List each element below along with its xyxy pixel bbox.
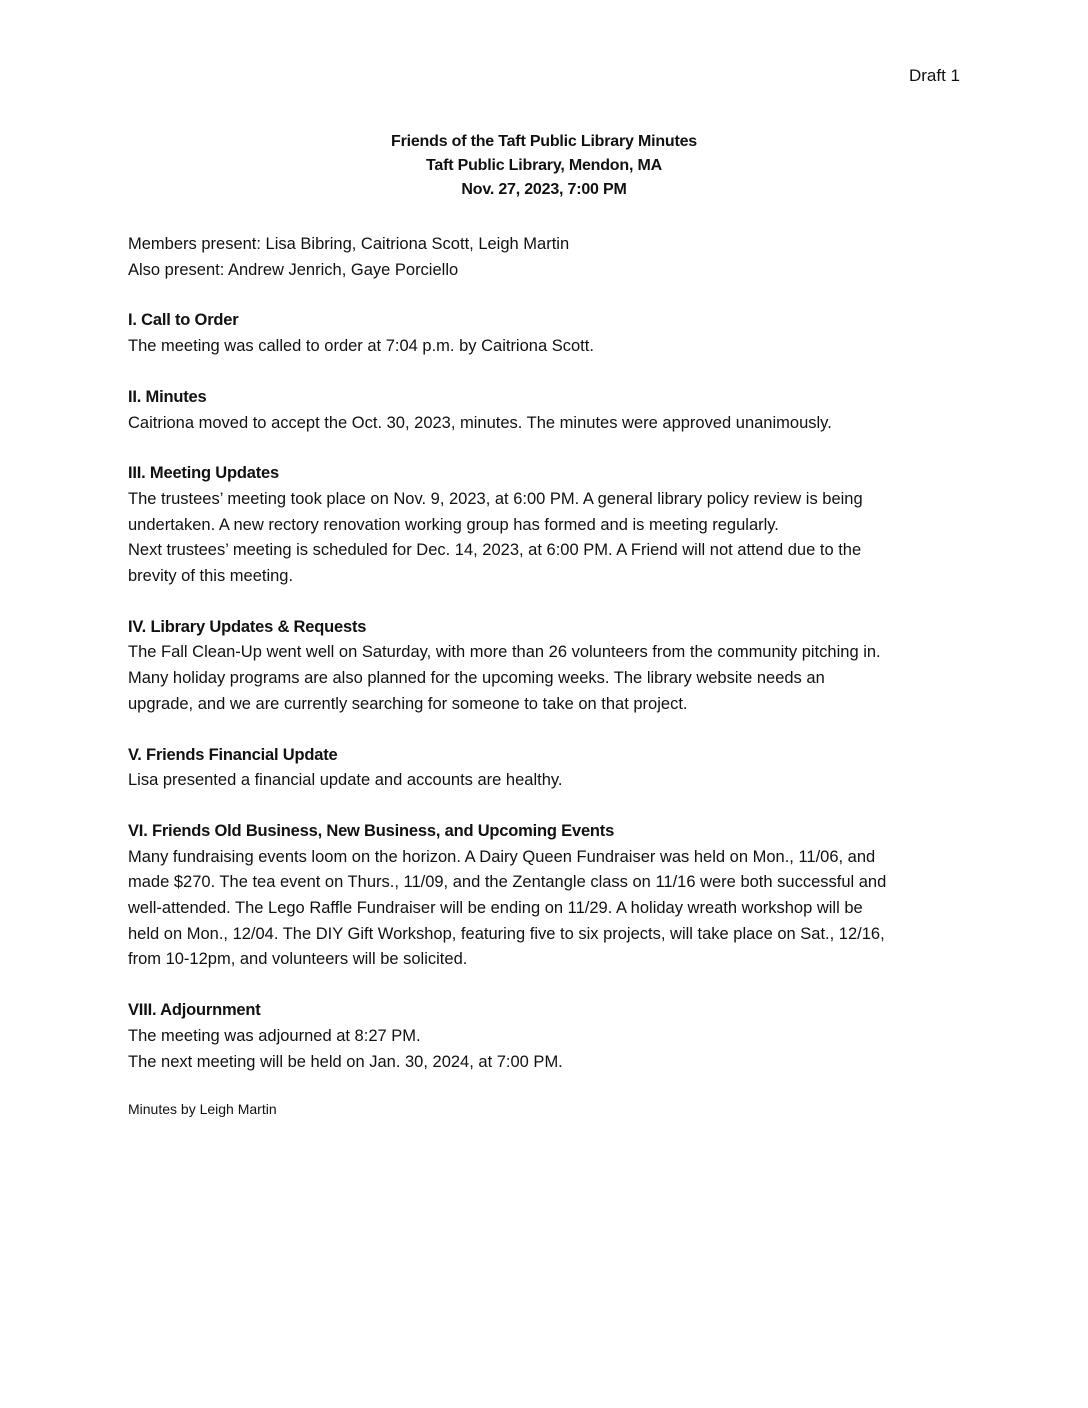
section-line: The next meeting will be held on Jan. 30, 2024, at 7:00 PM. xyxy=(128,1052,563,1071)
section-call-to-order xyxy=(128,308,968,359)
section-library-updates xyxy=(128,615,968,718)
section-line: The trustees’ meeting took place on Nov. 9, 2023, at 6:00 PM. A general library policy review is being xyxy=(128,489,863,508)
section-line: from 10-12pm, and volunteers will be solicited. xyxy=(128,950,468,969)
section-title: V. Friends Financial Update xyxy=(128,745,338,764)
members-present: Members present: Lisa Bibring, Caitriona Scott, Leigh Martin xyxy=(128,235,570,253)
section-line: upgrade, and we are currently searching for someone to take on that project. xyxy=(128,694,688,713)
section-minutes xyxy=(128,385,968,436)
section-line: Lisa presented a financial update and accounts are healthy. xyxy=(128,771,563,790)
section-financial-update xyxy=(128,743,968,794)
section-line: brevity of this meeting. xyxy=(128,567,294,586)
section-line: made $270. The tea event on Thurs., 11/09, and the Zentangle class on 11/16 were both successful and xyxy=(128,873,887,892)
document-title: Friends of the Taft Public Library Minutes xyxy=(391,133,697,150)
section-line: Many holiday programs are also planned for the upcoming weeks. The library website needs an xyxy=(128,669,825,688)
section-line: Next trustees’ meeting is scheduled for Dec. 14, 2023, at 6:00 PM. A Friend will not attend due to the xyxy=(128,541,862,560)
section-title: IV. Library Updates & Requests xyxy=(128,617,367,636)
meeting-location: Taft Public Library, Mendon, MA xyxy=(426,157,662,174)
section-title: VI. Friends Old Business, New Business, and Upcoming Events xyxy=(128,821,615,840)
section-line: The Fall Clean-Up went well on Saturday, with more than 26 volunteers from the community pitching in. xyxy=(128,643,881,662)
section-line: held on Mon., 12/04. The DIY Gift Workshop, featuring five to six projects, will take place on Sat., 12/16, xyxy=(128,924,885,943)
also-present: Also present: Andrew Jenrich, Gaye Porciello xyxy=(128,260,459,279)
section-line: The meeting was called to order at 7:04 p.m. by Caitriona Scott. xyxy=(128,337,594,356)
section-line: Caitriona moved to accept the Oct. 30, 2023, minutes. The minutes were approved unanimously. xyxy=(128,413,832,432)
section-line: The meeting was adjourned at 8:27 PM. xyxy=(128,1026,421,1045)
minutes-body xyxy=(128,232,968,1118)
meeting-date: Nov. 27, 2023, 7:00 PM xyxy=(461,181,627,198)
attendance-block xyxy=(128,232,968,283)
section-adjournment xyxy=(128,998,968,1075)
section-title: I. Call to Order xyxy=(128,311,239,330)
section-title: II. Minutes xyxy=(128,387,207,406)
minutes-author: Minutes by Leigh Martin xyxy=(128,1101,277,1118)
section-meeting-updates xyxy=(128,461,968,590)
section-line: Many fundraising events loom on the horizon. A Dairy Queen Fundraiser was held on Mon., 11/06, and xyxy=(128,847,876,866)
document-header xyxy=(0,130,1088,202)
section-title: III. Meeting Updates xyxy=(128,464,279,483)
section-title: VIII. Adjournment xyxy=(128,1001,261,1020)
section-business-events xyxy=(128,819,968,973)
section-line: well-attended. The Lego Raffle Fundraiser will be ending on 11/29. A holiday wreath workshop will be xyxy=(128,899,863,918)
draft-label: Draft 1 xyxy=(908,66,960,85)
section-line: undertaken. A new rectory renovation working group has formed and is meeting regularly. xyxy=(128,515,779,534)
